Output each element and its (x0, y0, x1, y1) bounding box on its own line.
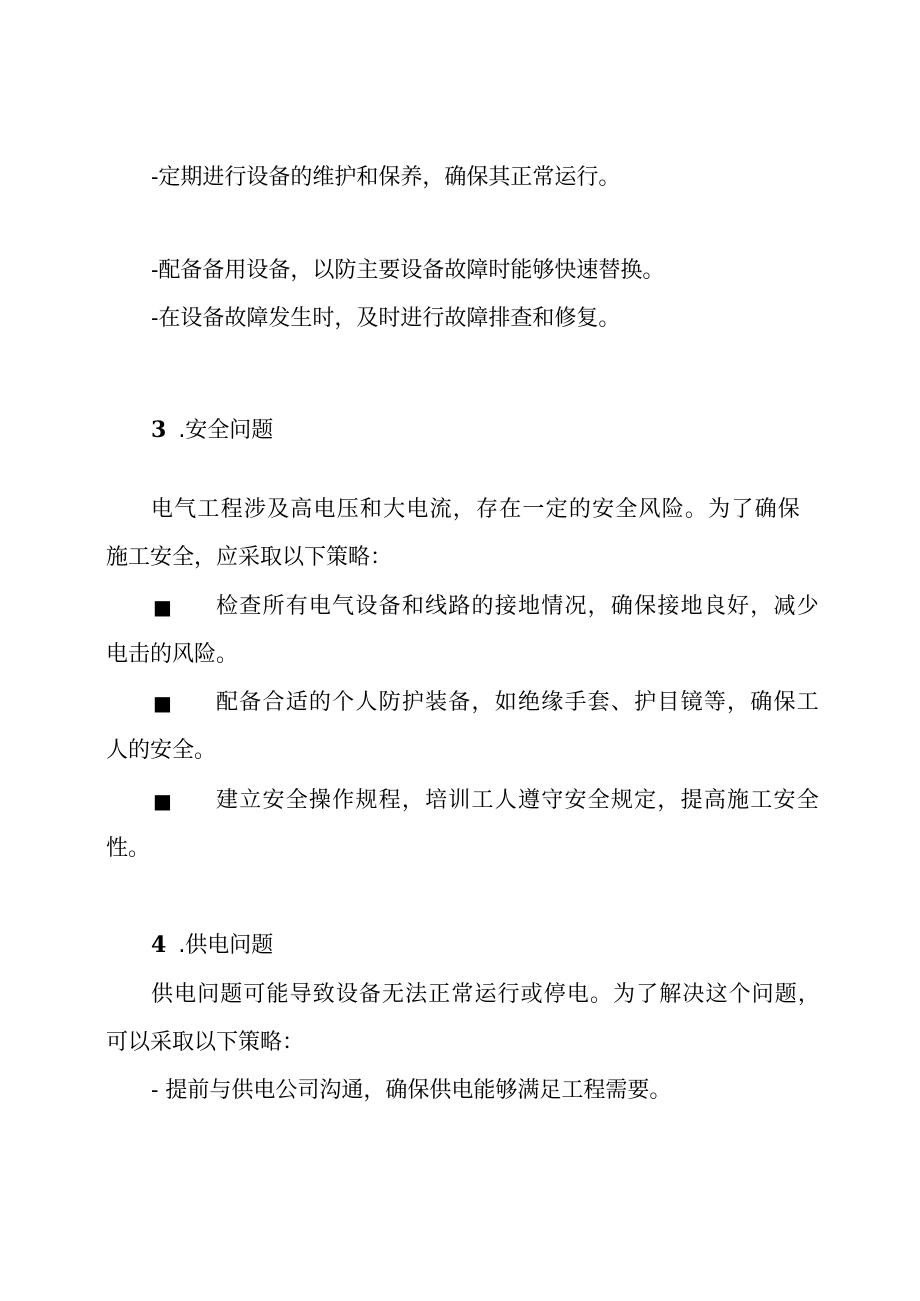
paragraph-line: 供电问题可能导致设备无法正常运行或停电。为了解决这个问题， (151, 982, 821, 1007)
section-heading (151, 930, 273, 961)
bullet-text: 性。 (106, 836, 151, 861)
list-item: -定期进行设备的维护和保养，确保其正常运行。 (151, 165, 621, 190)
bullet-text: 人的安全。 (106, 738, 217, 763)
paragraph-line: 施工安全，应采取以下策略： (106, 545, 393, 570)
list-item: -在设备故障发生时，及时进行故障排查和修复。 (151, 306, 621, 331)
section-number: 3 (151, 417, 167, 443)
bullet-text: 配备合适的个人防护装备，如绝缘手套、护目镜等，确保工 (216, 690, 820, 715)
section-heading (151, 415, 273, 446)
section-title: .安全问题 (178, 418, 274, 443)
paragraph-line: 电气工程涉及高电压和大电流，存在一定的安全风险。为了确保 (151, 497, 801, 522)
bullet-text: 电击的风险。 (106, 642, 239, 667)
paragraph-line: 可以采取以下策略： (106, 1030, 305, 1055)
bullet-square-icon: ■ (153, 789, 172, 813)
bullet-square-icon: ■ (153, 691, 172, 715)
section-title: .供电问题 (178, 933, 274, 958)
section-number: 4 (151, 932, 167, 958)
bullet-text: 建立安全操作规程，培训工人遵守安全规定，提高施工安全 (216, 788, 820, 813)
list-item: -配备备用设备，以防主要设备故障时能够快速替换。 (151, 258, 665, 283)
list-item: - 提前与供电公司沟通，确保供电能够满足工程需要。 (151, 1078, 672, 1103)
bullet-square-icon: ■ (153, 595, 172, 619)
bullet-text: 检查所有电气设备和线路的接地情况，确保接地良好，减少 (216, 594, 820, 619)
